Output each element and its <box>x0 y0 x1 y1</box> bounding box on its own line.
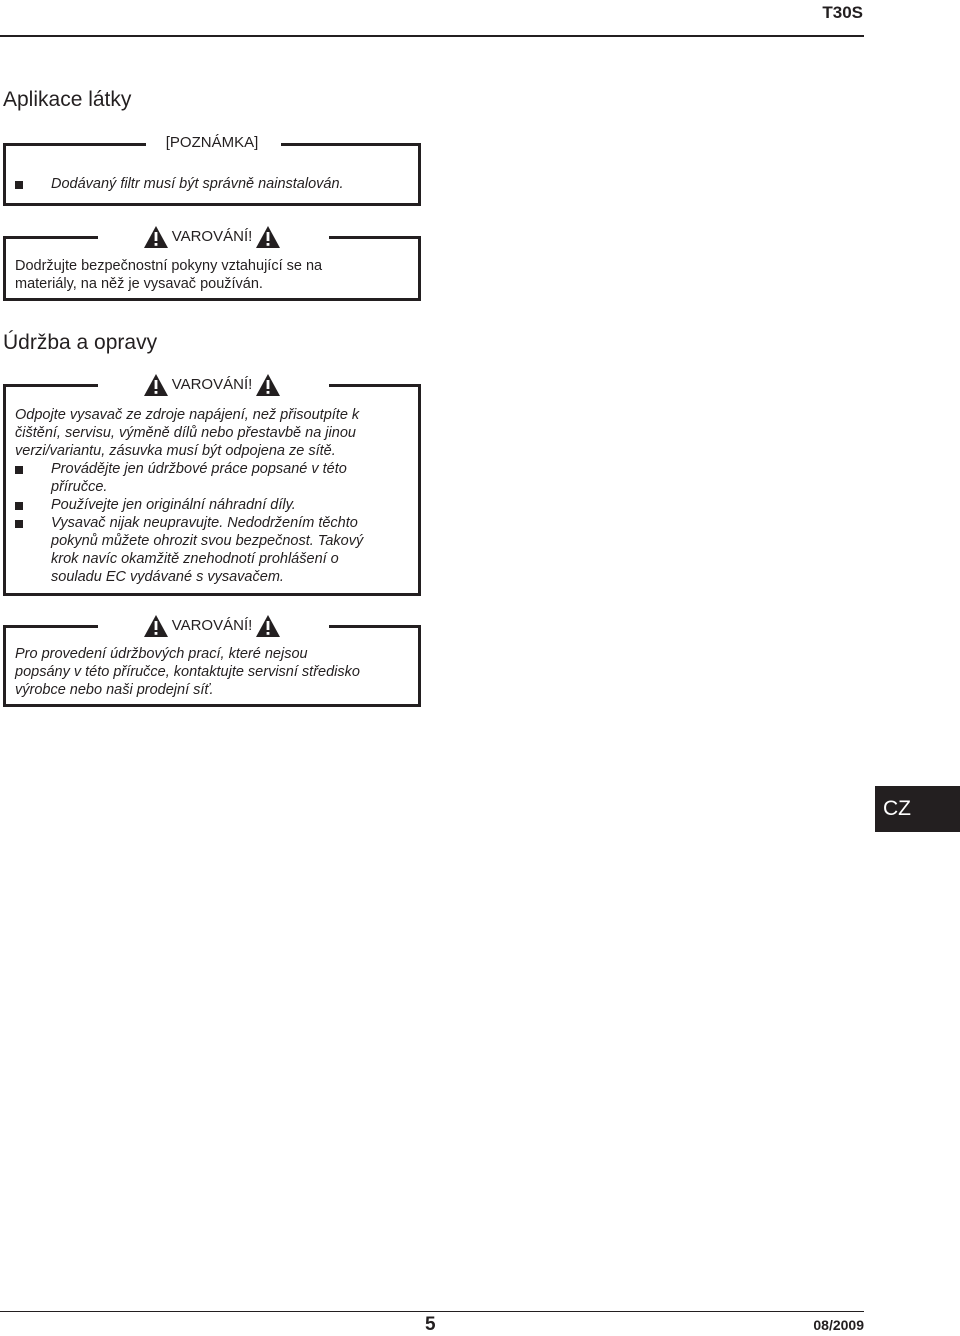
page-number: 5 <box>425 1314 436 1335</box>
footer-rule <box>0 1311 864 1312</box>
issue-date: 08/2009 <box>813 1317 864 1333</box>
warning-bullet: Vysavač nijak neupravujte. Nedodržením těchto pokynů můžete ohrozit svou bezpečnost. Takový krok navíc okamžitě znehodnotí prohlášení o souladu EC vydávané s vysavačem. <box>15 514 409 586</box>
warning-text-line: Pro provedení údržbových prací, které nejsou <box>15 646 308 662</box>
warning-text-line: Dodržujte bezpečnostní pokyny vztahující se na <box>15 258 323 274</box>
warning-triangle-icon <box>144 615 168 637</box>
warning-triangle-icon <box>256 226 280 248</box>
model-name: T30S <box>822 3 863 22</box>
warning-text-line: popsány v této příručce, kontaktujte servisní středisko <box>15 664 360 680</box>
warning-triangle-icon <box>256 615 280 637</box>
warning-box-disconnect <box>3 376 421 596</box>
warning-title: VAROVÁNÍ! <box>171 617 253 634</box>
warning-title: VAROVÁNÍ! <box>171 376 253 393</box>
warning-box-fabric <box>3 228 421 301</box>
header-rule <box>0 35 864 37</box>
warning-triangle-icon <box>256 374 280 396</box>
warning-text-line: verzi/variantu, zásuvka musí být odpojena ze sítě. <box>15 443 336 459</box>
warning-title: VAROVÁNÍ! <box>171 228 253 245</box>
section-heading-maintenance: Údržba a opravy <box>3 331 158 354</box>
warning-text-line: čištění, servisu, výměně dílů nebo přestavbě na jinou <box>15 425 356 441</box>
warning-text-line: Odpojte vysavač ze zdroje napájení, než přisoutpíte k <box>15 407 360 423</box>
warning-box-service <box>3 617 421 707</box>
note-bullet: Dodávaný filtr musí být správně nainstalován. <box>15 175 409 193</box>
warning-text-line: výrobce nebo naši prodejní síť. <box>15 682 214 698</box>
warning-triangle-icon <box>144 374 168 396</box>
warning-triangle-icon <box>144 226 168 248</box>
warning-bullet: Používejte jen originální náhradní díly. <box>15 496 409 514</box>
language-tab: CZ <box>875 786 960 832</box>
warning-bullet: Provádějte jen údržbové práce popsané v této příručce. <box>15 460 409 496</box>
section-heading-fabric: Aplikace látky <box>3 88 132 111</box>
warning-text-line: materiály, na něž je vysavač používán. <box>15 276 263 292</box>
note-title: [POZNÁMKA] <box>165 134 259 151</box>
note-box <box>3 134 421 206</box>
